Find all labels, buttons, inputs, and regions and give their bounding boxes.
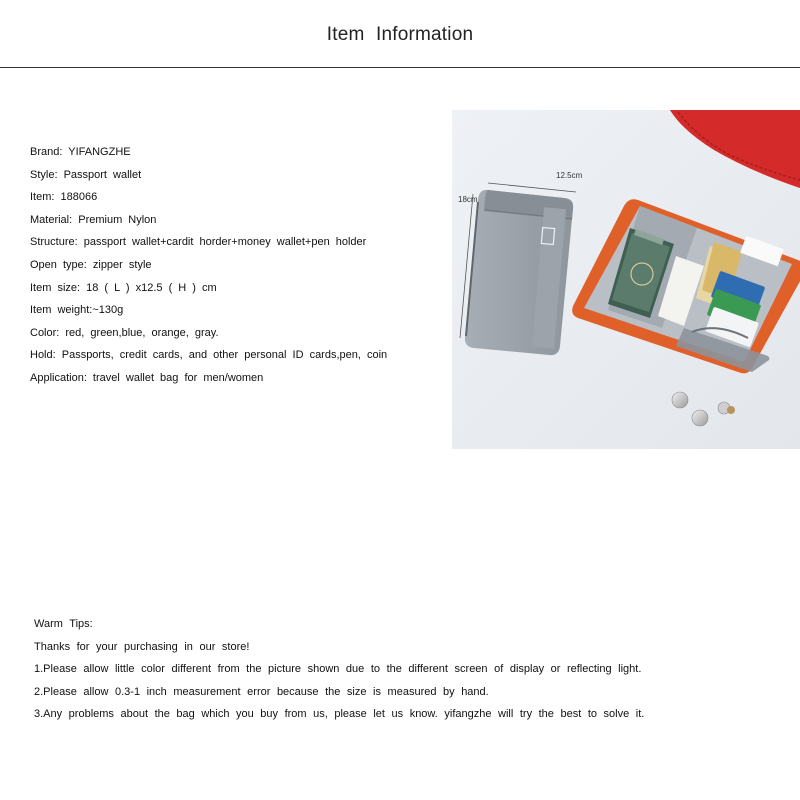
warm-tips: [34, 613, 774, 726]
spec-item-weight: Item weight:~130g: [30, 304, 124, 317]
spec-item: Item: 188066: [30, 191, 98, 204]
height-label: 18cm: [458, 195, 478, 204]
closed-gray-wallet: [465, 190, 573, 355]
tip-color: 1.Please allow little color different from the picture shown due to the different screen of display or reflecting light.: [34, 663, 642, 676]
spec-item-size: Item size: 18 ( L ) x12.5 ( H ) cm: [30, 281, 217, 294]
tip-measurement: 2.Please allow 0.3-1 inch measurement error because the size is measured by hand.: [34, 685, 489, 698]
tip-thanks: Thanks for your purchasing in our store!: [34, 640, 250, 653]
spec-structure: Structure: passport wallet+cardit horder+money wallet+pen holder: [30, 236, 367, 249]
page-title: Item Information: [326, 24, 474, 45]
spec-open-type: Open type: zipper style: [30, 258, 152, 271]
spec-brand: Brand: YIFANGZHE: [30, 146, 131, 158]
spec-style: Style: Passport wallet: [30, 168, 142, 181]
width-label: 12.5cm: [556, 171, 583, 180]
spec-application: Application: travel wallet bag for men/women: [30, 371, 264, 384]
spec-hold: Hold: Passports, credit cards, and other personal ID cards,pen, coin: [30, 349, 388, 362]
tips-heading: Warm Tips:: [34, 618, 93, 630]
title-divider: [0, 67, 800, 68]
product-photo: [452, 110, 800, 449]
spec-material: Material: Premium Nylon: [30, 213, 157, 226]
spec-color: Color: red, green,blue, orange, gray.: [30, 326, 219, 339]
tip-problems: 3.Any problems about the bag which you buy from us, please let us know. yifangzhe will try the best to solve it.: [34, 708, 645, 721]
spec-list: [30, 141, 440, 390]
